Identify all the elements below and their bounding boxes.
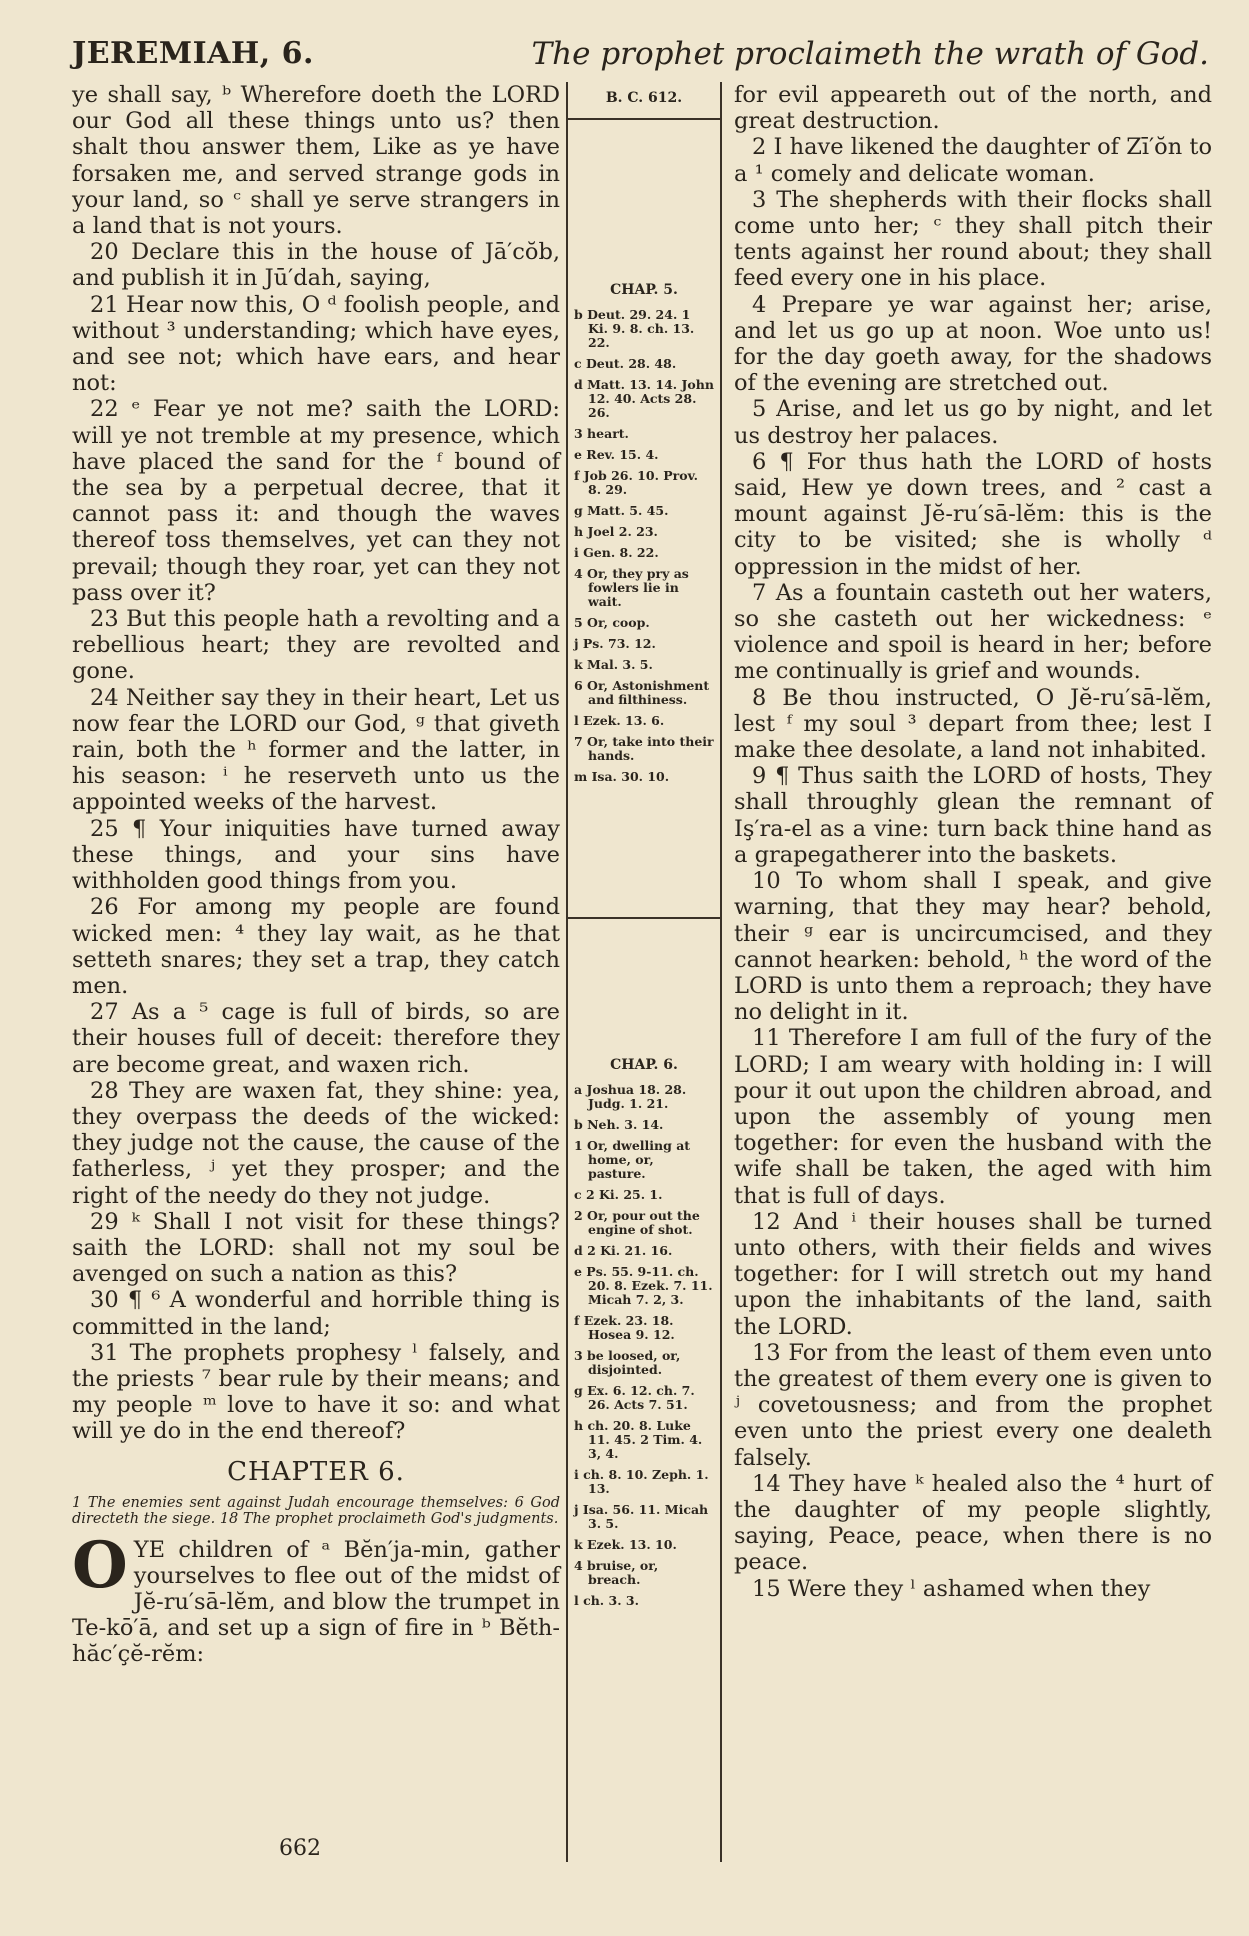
page-header bbox=[72, 30, 1209, 80]
verse: 21 Hear now this, O ᵈ foolish people, and without ³ understanding; which have eyes, and see not; which have ears, and hear not: bbox=[72, 291, 560, 397]
cross-reference: k Mal. 3. 5. bbox=[574, 657, 653, 672]
cross-reference: f Job 26. 10. Prov. 8. 29. bbox=[574, 468, 698, 497]
verse: 6 ¶ For thus hath the LORD of hosts said, Hew ye down trees, and ² cast a mount against Jĕ-ru′sā-lĕm: this is the city to be visited; she is wholly ᵈ oppression in the midst of her. bbox=[734, 448, 1212, 580]
cross-reference: d 2 Ki. 21. 16. bbox=[574, 1243, 673, 1258]
cross-reference: h ch. 20. 8. Luke 11. 45. 2 Tim. 4. 3, 4. bbox=[574, 1418, 703, 1461]
book-chapter-title: JEREMIAH, 6. bbox=[72, 36, 314, 71]
verse: 11 Therefore I am full of the fury of the LORD; I am weary with holding in: I will pour it out upon the children abroad, and upon the assembly of young men together: for even the husband with the wife shall be taken, the aged with him that is full of days. bbox=[734, 1025, 1212, 1209]
page-number: 662 bbox=[279, 1836, 321, 1861]
verse: 13 For from the least of them even unto the greatest of them every one is given to ʲ covetousness; and from the prophet even unto the priest every one dealeth falsely. bbox=[734, 1339, 1212, 1471]
cross-reference: 3 heart. bbox=[574, 426, 629, 441]
cross-reference: i ch. 8. 10. Zeph. 1. 13. bbox=[574, 1467, 709, 1496]
chap6-reference-list bbox=[574, 1083, 714, 1608]
chapter-first-verse bbox=[72, 1527, 560, 1668]
cross-reference: l ch. 3. 3. bbox=[574, 1593, 639, 1608]
cross-reference: 5 Or, coop. bbox=[574, 615, 650, 630]
continued-verse: ye shall say, ᵇ Wherefore doeth the LORD our God all these things unto us? then shalt thou answer them, Like as ye have forsaken me, and served strange gods in your land, so ᶜ shall ye serve strangers in a land that is not yours. bbox=[72, 82, 560, 240]
right-text-column bbox=[734, 82, 1212, 1602]
verse: 24 Neither say they in their heart, Let us now fear the LORD our God, ᵍ that giveth rain, both the ʰ former and the latter, in his season: ⁱ he reserveth unto us the appointed weeks of the harvest. bbox=[72, 684, 560, 816]
chapter-heading: CHAPTER 6. bbox=[227, 1456, 405, 1487]
cross-reference: g Matt. 5. 45. bbox=[574, 503, 669, 518]
verse: 30 ¶ ⁶ A wonderful and horrible thing is committed in the land; bbox=[72, 1287, 560, 1340]
column-divider-right bbox=[720, 82, 722, 1862]
verse: 27 As a ⁵ cage is full of birds, so are their houses full of deceit: therefore they are become great, and waxen rich. bbox=[72, 999, 560, 1078]
cross-reference: d Matt. 13. 14. John 12. 40. Acts 28. 26. bbox=[574, 377, 714, 420]
verse: 7 As a fountain casteth out her waters, so she casteth out her wickedness: ᵉ violence and spoil is heard in her; before me continually is grief and wounds. bbox=[734, 579, 1212, 685]
marginal-references bbox=[574, 82, 714, 1615]
verse: 3 The shepherds with their flocks shall come unto her; ᶜ they shall pitch their tents against her round about; they shall feed every one in his place. bbox=[734, 186, 1212, 292]
continued-verse: for evil appeareth out of the north, and great destruction. bbox=[734, 82, 1212, 135]
cross-reference: b Deut. 29. 24. 1 Ki. 9. 8. ch. 13. 22. bbox=[574, 307, 695, 350]
cross-reference: b Neh. 3. 14. bbox=[574, 1117, 664, 1132]
left-verse-list bbox=[72, 82, 560, 1445]
first-verse-text: YE children of ᵃ Bĕn′ja-min, gather yourselves to flee out of the midst of Jĕ-ru′sā-lĕm, and blow the trumpet in Te-kō′ā, and set up a sign of fire in ᵇ Bĕth-hăc′çĕ-rĕm: bbox=[72, 1536, 560, 1668]
cross-reference: a Joshua 18. 28. Judg. 1. 21. bbox=[574, 1082, 687, 1111]
cross-reference: h Joel 2. 23. bbox=[574, 524, 658, 539]
cross-reference: e Rev. 15. 4. bbox=[574, 447, 659, 462]
left-text-column bbox=[72, 82, 560, 1668]
cross-reference: 2 Or, pour out the engine of shot. bbox=[574, 1208, 700, 1237]
cross-reference: c 2 Ki. 25. 1. bbox=[574, 1187, 663, 1202]
verse: 14 They have ᵏ healed also the ⁴ hurt of the daughter of my people slightly, saying, Peace, peace, when there is no peace. bbox=[734, 1470, 1212, 1576]
cross-reference: e Ps. 55. 9-11. ch. 20. 8. Ezek. 7. 11. Micah 7. 2, 3. bbox=[574, 1264, 713, 1307]
cross-reference: k Ezek. 13. 10. bbox=[574, 1537, 677, 1552]
verse: 8 Be thou instructed, O Jĕ-ru′sā-lĕm, lest ᶠ my soul ³ depart from thee; lest I make thee desolate, a land not inhabited. bbox=[734, 684, 1212, 764]
drop-cap: O bbox=[72, 1527, 128, 1603]
right-verse-list bbox=[734, 82, 1212, 1602]
verse: 23 But this people hath a revolting and a rebellious heart; they are revolted and gone. bbox=[72, 606, 560, 685]
cross-reference: i Gen. 8. 22. bbox=[574, 545, 659, 560]
running-headline: The prophet proclaimeth the wrath of God. bbox=[531, 36, 1209, 72]
cross-reference: 6 Or, Astonishment and filthiness. bbox=[574, 678, 710, 707]
cross-reference: 4 bruise, or, breach. bbox=[574, 1558, 659, 1587]
chap6-label: CHAP. 6. bbox=[610, 1057, 678, 1073]
verse: 26 For among my people are found wicked men: ⁴ they lay wait, as he that setteth snares; they set a trap, they catch men. bbox=[72, 894, 560, 999]
date-label: B. C. 612. bbox=[605, 90, 683, 106]
chap5-reference-list bbox=[574, 308, 714, 784]
cross-reference: m Isa. 30. 10. bbox=[574, 769, 670, 784]
verse: 10 To whom shall I speak, and give warning, that they may hear? behold, their ᵍ ear is uncircumcised, and they cannot hearken: behold, ʰ the word of the LORD is unto them a reproach; they have no delight in it. bbox=[734, 868, 1212, 1026]
verse: 12 And ⁱ their houses shall be turned unto others, with their fields and wives together: for I will stretch out my hand upon the inhabitants of the land, saith the LORD. bbox=[734, 1208, 1212, 1340]
verse: 25 ¶ Your iniquities have turned away these things, and your sins have withholden good things from you. bbox=[72, 815, 560, 895]
verse: 2 I have likened the daughter of Zī′ŏn to a ¹ comely and delicate woman. bbox=[734, 134, 1212, 187]
chap5-label: CHAP. 5. bbox=[610, 282, 678, 298]
verse: 15 Were they ˡ ashamed when they bbox=[752, 1575, 1151, 1602]
verse: 29 ᵏ Shall I not visit for these things? saith the LORD: shall not my soul be avenged on such a nation as this? bbox=[72, 1208, 560, 1288]
verse: 9 ¶ Thus saith the LORD of hosts, They shall throughly glean the remnant of Iş′ra-el as a vine: turn back thine hand as a grapegatherer into the baskets. bbox=[734, 763, 1212, 868]
verse: 28 They are waxen fat, they shine: yea, they overpass the deeds of the wicked: they judge not the cause, the cause of the fatherless, ʲ yet they prosper; and the right of the needy do they not judge. bbox=[72, 1077, 560, 1209]
cross-reference: g Ex. 6. 12. ch. 7. 26. Acts 7. 51. bbox=[574, 1383, 695, 1412]
cross-reference: j Isa. 56. 11. Micah 3. 5. bbox=[574, 1502, 709, 1531]
cross-reference: 7 Or, take into their hands. bbox=[574, 734, 714, 763]
verse: 31 The prophets prophesy ˡ falsely, and the priests ⁷ bear rule by their means; and my people ᵐ love to have it so: and what will ye do in the end thereof? bbox=[72, 1339, 560, 1445]
verse: 4 Prepare ye war against her; arise, and let us go up at noon. Woe unto us! for the day goeth away, for the shadows of the evening are stretched out. bbox=[734, 291, 1212, 397]
cross-reference: l Ezek. 13. 6. bbox=[574, 713, 665, 728]
cross-reference: j Ps. 73. 12. bbox=[574, 636, 656, 651]
cross-reference: 4 Or, they pry as fowlers lie in wait. bbox=[574, 566, 689, 609]
verse: 5 Arise, and let us go by night, and let us destroy her palaces. bbox=[734, 396, 1212, 449]
verse: 22 ᵉ Fear ye not me? saith the LORD: will ye not tremble at my presence, which have placed the sand for the ᶠ bound of the sea by a perpetual decree, that it cannot pass it: and though the waves thereof toss themselves, yet can they not prevail; though they roar, yet can they not pass over it? bbox=[72, 396, 560, 606]
cross-reference: 3 be loosed, or, disjointed. bbox=[574, 1348, 681, 1377]
verse: 20 Declare this in the house of Jā′cŏb, and publish it in Jū′dah, saying, bbox=[72, 239, 560, 292]
cross-reference: c Deut. 28. 48. bbox=[574, 356, 677, 371]
cross-reference: 1 Or, dwelling at home, or, pasture. bbox=[574, 1138, 691, 1181]
cross-reference: f Ezek. 23. 18. Hosea 9. 12. bbox=[574, 1313, 675, 1342]
chapter-summary: 1 The enemies sent against Judah encourage themselves: 6 God directeth the siege. 18 The prophet proclaimeth God's judgments. bbox=[72, 1494, 560, 1527]
column-divider-left bbox=[566, 82, 568, 1862]
